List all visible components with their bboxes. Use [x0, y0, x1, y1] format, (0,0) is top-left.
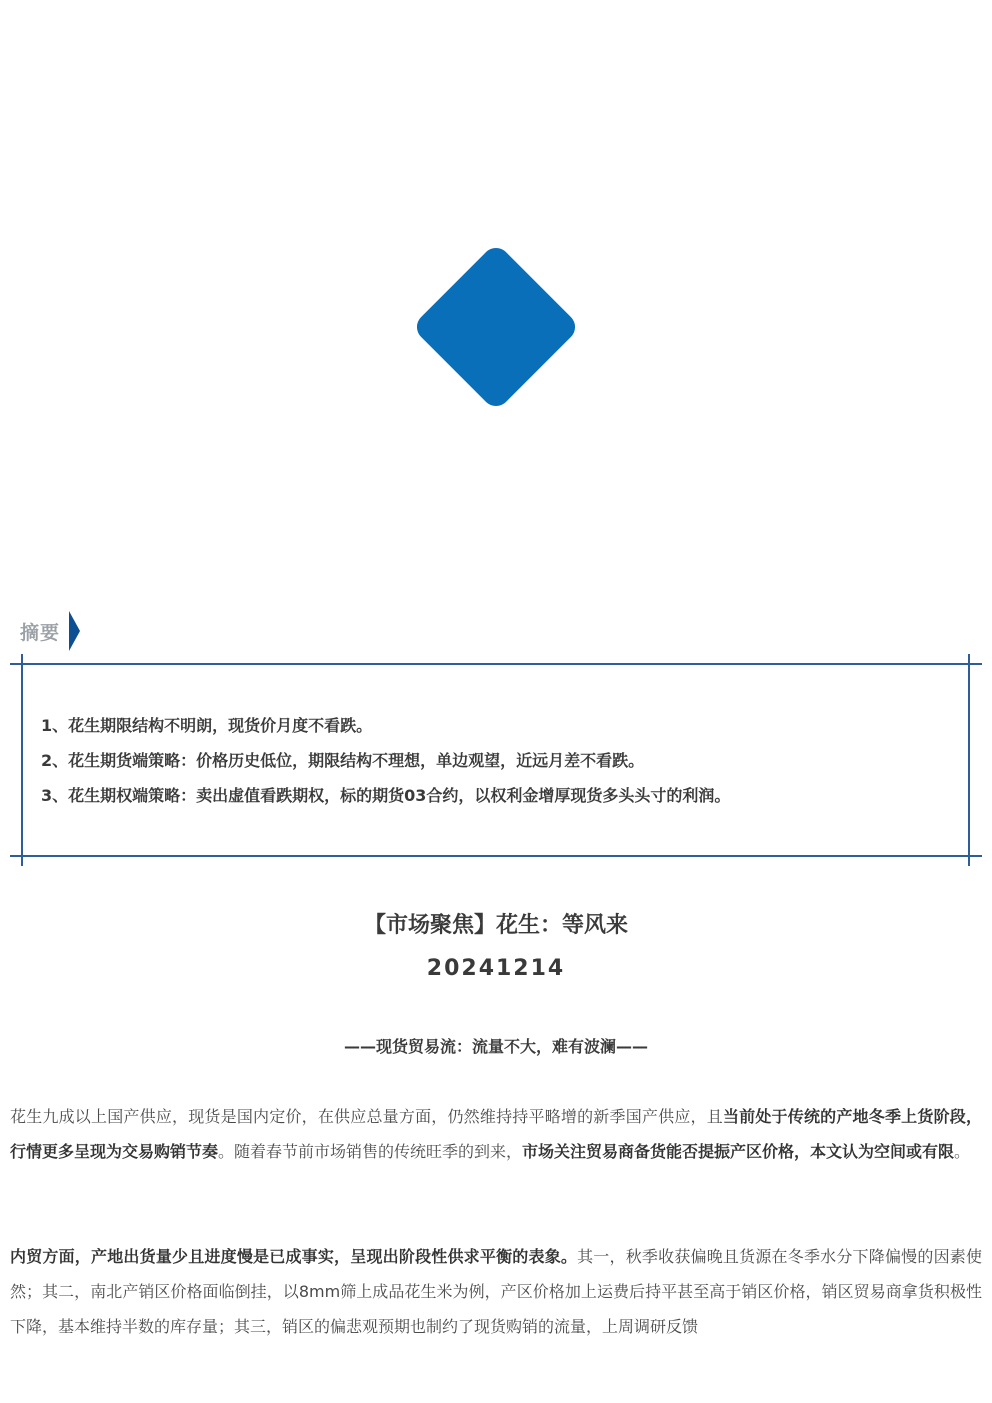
diamond-logo-icon	[411, 242, 581, 412]
text-run: 。	[954, 1142, 971, 1161]
summary-frame-top	[10, 663, 982, 665]
summary-label: 摘要	[20, 621, 61, 644]
summary-item: 3、花生期权端策略：卖出虚值看跌期权，标的期货03合约，以权利金增厚现货多头头寸的利润。	[41, 786, 731, 805]
article-date: 20241214	[426, 956, 566, 981]
summary-list	[41, 708, 961, 813]
text-run: 花生九成以上国产供应，现货是国内定价，在供应总量方面，仍然维持持平略增的新季国产供应，且	[10, 1107, 723, 1126]
bold-run: 内贸方面，产地出货量少且进度慢是已成事实，呈现出阶段性供求平衡的表象。	[10, 1247, 578, 1266]
article-title: 【市场聚焦】花生：等风来	[363, 913, 628, 938]
summary-tag	[20, 616, 80, 646]
bold-run: 市场关注贸易商备货能否提振产区价格，本文认为空间或有限	[522, 1142, 955, 1161]
section-heading: ——现货贸易流：流量不大，难有波澜——	[343, 1037, 648, 1056]
text-run: 。随着春节前市场销售的传统旺季的到来，	[218, 1142, 523, 1161]
paragraph-2	[10, 1239, 982, 1344]
paragraph-1	[10, 1099, 982, 1169]
bold-run: 当前处于传统的产地冬季上货阶段，行情更多呈现为交易购销节奏	[10, 1107, 982, 1161]
summary-frame-left	[21, 654, 23, 866]
summary-item: 1、花生期限结构不明朗，现货价月度不看跌。	[41, 716, 373, 735]
summary-item: 2、花生期货端策略：价格历史低位，期限结构不理想，单边观望，近远月差不看跌。	[41, 751, 645, 770]
arrow-right-icon	[69, 611, 80, 651]
summary-frame-bottom	[10, 855, 982, 857]
summary-frame-right	[968, 654, 970, 866]
text-run: 其一，秋季收获偏晚且货源在冬季水分下降偏慢的因素使然；其二，南北产销区价格面临倒挂，以8mm筛上成品花生米为例，产区价格加上运费后持平甚至高于销区价格，销区贸易商拿货积极性下降，基本维持半数的库存量；其三，销区的偏悲观预期也制约了现货购销的流量，上周调研反馈	[10, 1247, 982, 1336]
